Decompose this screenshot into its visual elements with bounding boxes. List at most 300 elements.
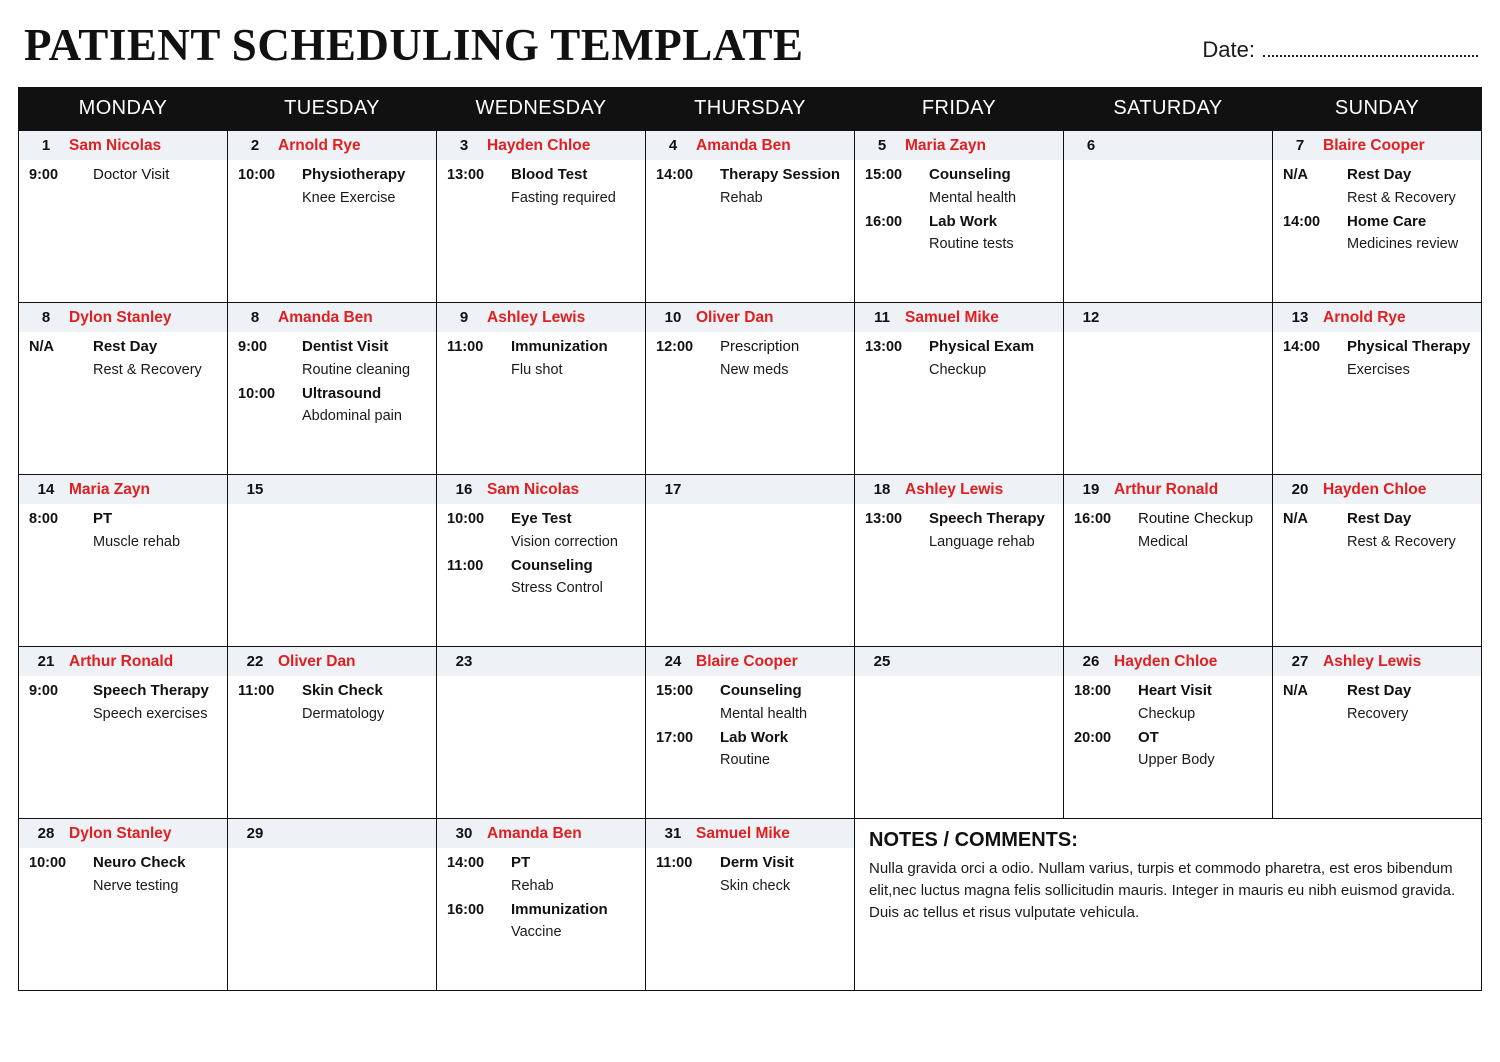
day-cell[interactable]: [19, 819, 228, 991]
appointment-entry[interactable]: [855, 160, 1063, 207]
day-number-row: [1273, 131, 1481, 160]
day-number-row: [228, 303, 436, 332]
day-number: 12: [1082, 309, 1100, 327]
day-number: 21: [37, 653, 55, 671]
appointment-service: Doctor Visit: [93, 166, 170, 184]
day-number-row: [437, 647, 645, 676]
appointment-service: Rest Day: [93, 338, 158, 356]
day-cell-inner: [855, 475, 1063, 557]
patient-name: Oliver Dan: [278, 652, 356, 670]
appointment-service: Immunization: [511, 338, 608, 356]
appointment-note: Vaccine: [511, 924, 562, 941]
appointment-body: [1343, 213, 1473, 254]
day-cell[interactable]: [19, 303, 228, 475]
day-cell-inner: [1273, 475, 1481, 557]
appointment-body: [1134, 682, 1264, 723]
day-number: 8: [41, 309, 51, 327]
day-cell-inner: [1064, 647, 1272, 775]
day-number-row: [1064, 475, 1272, 504]
day-cell[interactable]: [437, 647, 646, 819]
day-number-row: [646, 131, 854, 160]
patient-name: Hayden Chloe: [487, 136, 591, 154]
appointment-note: Upper Body: [1138, 752, 1215, 769]
appointment-entry[interactable]: [1273, 160, 1481, 207]
appointment-entry[interactable]: [1064, 723, 1272, 770]
appointment-entry[interactable]: [646, 723, 854, 770]
appointment-entry[interactable]: [437, 332, 645, 379]
day-cell[interactable]: [437, 819, 646, 991]
appointment-entry[interactable]: [1273, 332, 1481, 379]
day-cell[interactable]: [855, 131, 1064, 303]
appointment-note: Medicines review: [1347, 236, 1459, 253]
appointment-entry[interactable]: [437, 848, 645, 895]
appointment-entry[interactable]: [1064, 504, 1272, 551]
appointment-note: Checkup: [1138, 705, 1196, 722]
day-number: 30: [455, 825, 473, 843]
day-cell[interactable]: [646, 647, 855, 819]
appointment-time: 17:00: [656, 729, 694, 746]
appointment-note: Rest & Recovery: [1347, 189, 1456, 206]
appointment-time: N/A: [1283, 167, 1308, 184]
appointment-service: Lab Work: [720, 728, 789, 746]
patient-name: Ashley Lewis: [905, 480, 1004, 498]
appointment-entry[interactable]: [855, 332, 1063, 379]
appointment-service: Lab Work: [929, 212, 998, 230]
patient-name: Ashley Lewis: [1323, 652, 1422, 670]
patient-name: Sam Nicolas: [69, 136, 162, 154]
appointment-entry[interactable]: [19, 332, 227, 379]
day-number: 1: [41, 137, 51, 155]
day-cell[interactable]: [228, 303, 437, 475]
appointment-time: 8:00: [29, 511, 59, 528]
appointment-body: [507, 901, 637, 942]
day-number-row: [19, 647, 227, 676]
appointment-entry[interactable]: [1273, 207, 1481, 254]
appointment-time: 16:00: [447, 901, 485, 918]
day-cell-inner: [855, 303, 1063, 385]
appointment-note: Fasting required: [511, 189, 616, 206]
notes-title: NOTES / COMMENTS:: [869, 829, 1078, 852]
day-number: 28: [37, 825, 55, 843]
day-number: 4: [668, 137, 678, 155]
day-cell-inner: [19, 303, 227, 385]
day-cell-inner: [1064, 131, 1272, 166]
day-number-row: [19, 475, 227, 504]
day-cell-inner: [228, 131, 436, 213]
appointment-note: Skin check: [720, 877, 791, 894]
day-cell-inner: [19, 475, 227, 557]
appointment-time: 11:00: [447, 339, 484, 356]
appointment-service: Derm Visit: [720, 854, 794, 872]
notes-text: Nulla gravida orci a odio. Nullam varius, turpis et commodo pharetra, est eros bibendum elit,nec luctus magna felis sollicitudin mauris. Integer in mauris eu nibh euismod gravida. Duis ac tellus et risus vulputate vehicula.: [869, 860, 1456, 921]
appointment-note: Routine tests: [929, 236, 1014, 253]
appointment-time: 13:00: [447, 167, 485, 184]
weekday-header-row: [19, 88, 1482, 131]
day-cell[interactable]: [19, 647, 228, 819]
day-cell[interactable]: [1064, 475, 1273, 647]
patient-name: Maria Zayn: [69, 480, 150, 498]
appointment-service: PT: [511, 854, 531, 872]
day-cell[interactable]: [855, 303, 1064, 475]
day-cell-inner: [646, 131, 854, 213]
calendar-week-row: [19, 303, 1482, 475]
day-cell-inner: [855, 647, 1063, 682]
day-number-row: [1064, 647, 1272, 676]
day-number-row: [19, 819, 227, 848]
calendar-week-row: [19, 819, 1482, 991]
weekday-header-monday: MONDAY: [19, 88, 228, 131]
day-cell[interactable]: [437, 131, 646, 303]
day-number: 16: [455, 481, 473, 499]
appointment-body: [298, 338, 428, 379]
day-cell-inner: [437, 819, 645, 947]
patient-name: Dylon Stanley: [69, 824, 172, 842]
day-number-row: [646, 303, 854, 332]
patient-name: Dylon Stanley: [69, 308, 172, 326]
day-number: 27: [1291, 653, 1309, 671]
appointment-note: New meds: [720, 361, 789, 378]
appointment-body: [1343, 166, 1473, 207]
calendar-table: [18, 87, 1482, 991]
appointment-note: Medical: [1138, 533, 1188, 550]
appointment-entry[interactable]: [19, 848, 227, 895]
appointment-entry[interactable]: [646, 332, 854, 379]
day-number-row: [19, 303, 227, 332]
day-number-row: [19, 131, 227, 160]
appointment-service: PT: [93, 510, 113, 528]
appointment-note: Rest & Recovery: [93, 361, 202, 378]
appointment-note: Exercises: [1347, 361, 1410, 378]
appointment-note: Stress Control: [511, 580, 603, 597]
appointment-service: Skin Check: [302, 682, 383, 700]
appointment-note: Abdominal pain: [302, 408, 402, 425]
appointment-time: 15:00: [865, 167, 903, 184]
day-cell[interactable]: [437, 303, 646, 475]
appointment-body: [507, 166, 637, 207]
appointment-entry[interactable]: [646, 160, 854, 207]
appointment-body: [925, 510, 1055, 551]
day-number-row: [228, 819, 436, 848]
appointment-service: Physical Therapy: [1347, 338, 1471, 356]
day-number: 8: [250, 309, 260, 327]
day-cell-inner: [228, 819, 436, 854]
day-cell[interactable]: [19, 131, 228, 303]
day-cell-inner: [437, 475, 645, 603]
day-cell[interactable]: [1064, 647, 1273, 819]
calendar-week-row: [19, 131, 1482, 303]
appointment-service: Ultrasound: [302, 384, 382, 402]
day-number: 29: [246, 825, 264, 843]
day-cell-inner: [1273, 303, 1481, 385]
appointment-time: 16:00: [1074, 511, 1112, 528]
day-number-row: [855, 647, 1063, 676]
appointment-body: [298, 385, 428, 426]
day-number-row: [437, 819, 645, 848]
appointment-body: [716, 682, 846, 723]
appointment-body: [716, 729, 846, 770]
appointment-service: Therapy Session: [720, 166, 841, 184]
day-number: 13: [1291, 309, 1309, 327]
appointment-time: N/A: [29, 339, 54, 356]
appointment-service: Counseling: [720, 682, 802, 700]
appointment-note: Mental health: [720, 705, 808, 722]
day-cell[interactable]: [228, 131, 437, 303]
notes-comments-cell[interactable]: [855, 819, 1482, 991]
day-number-row: [855, 131, 1063, 160]
appointment-note: Speech exercises: [93, 705, 208, 722]
weekday-header-sunday: SUNDAY: [1273, 88, 1482, 131]
patient-name: Arnold Rye: [278, 136, 361, 154]
day-number: 9: [459, 309, 469, 327]
day-cell[interactable]: [646, 303, 855, 475]
day-cell[interactable]: [646, 819, 855, 991]
day-cell[interactable]: [1064, 303, 1273, 475]
appointment-service: Routine Checkup: [1138, 510, 1254, 528]
date-input-line[interactable]: [1263, 43, 1478, 57]
day-cell[interactable]: [855, 647, 1064, 819]
appointment-note: Vision correction: [511, 533, 618, 550]
day-cell-inner: [1273, 131, 1481, 259]
appointment-time: 18:00: [1074, 683, 1112, 700]
appointment-service: Neuro Check: [93, 854, 186, 872]
appointment-entry[interactable]: [228, 676, 436, 723]
appointment-service: Physical Exam: [929, 338, 1035, 356]
appointment-note: Rehab: [720, 189, 763, 206]
appointment-body: [507, 557, 637, 598]
appointment-entry[interactable]: [1064, 676, 1272, 723]
day-number-row: [1064, 303, 1272, 332]
day-number-row: [228, 647, 436, 676]
patient-name: Arnold Rye: [1323, 308, 1406, 326]
day-number-row: [437, 131, 645, 160]
appointment-body: [507, 510, 637, 551]
patient-name: Blaire Cooper: [1323, 136, 1425, 154]
appointment-entry[interactable]: [19, 504, 227, 551]
day-cell[interactable]: [228, 819, 437, 991]
appointment-time: 10:00: [238, 167, 276, 184]
appointment-body: [89, 166, 219, 183]
appointment-body: [1343, 338, 1473, 379]
appointment-entry[interactable]: [437, 895, 645, 942]
date-label: Date:: [1202, 37, 1255, 63]
appointment-time: 13:00: [865, 339, 903, 356]
day-cell[interactable]: [646, 475, 855, 647]
appointment-time: 10:00: [447, 511, 485, 528]
appointment-entry[interactable]: [1273, 676, 1481, 723]
appointment-time: 10:00: [238, 385, 276, 402]
day-cell-inner: [19, 819, 227, 901]
appointment-body: [716, 166, 846, 207]
day-number-row: [646, 475, 854, 504]
day-cell-inner: [646, 647, 854, 775]
day-cell[interactable]: [1273, 475, 1482, 647]
page-header: [18, 22, 1482, 69]
day-number: 6: [1086, 137, 1096, 155]
appointment-note: Routine: [720, 752, 770, 769]
patient-name: Oliver Dan: [696, 308, 774, 326]
appointment-body: [298, 682, 428, 723]
appointment-body: [89, 682, 219, 723]
day-cell[interactable]: [19, 475, 228, 647]
appointment-body: [925, 166, 1055, 207]
day-number-row: [1064, 131, 1272, 160]
calendar-week-row: [19, 475, 1482, 647]
day-cell[interactable]: [1064, 131, 1273, 303]
appointment-note: Muscle rehab: [93, 533, 181, 550]
appointment-entry[interactable]: [437, 551, 645, 598]
patient-name: Maria Zayn: [905, 136, 986, 154]
day-number-row: [1273, 475, 1481, 504]
day-number: 14: [37, 481, 55, 499]
weekday-header-saturday: SATURDAY: [1064, 88, 1273, 131]
appointment-note: Routine cleaning: [302, 361, 411, 378]
appointment-body: [1343, 682, 1473, 723]
appointment-note: Nerve testing: [93, 877, 179, 894]
day-cell[interactable]: [1273, 131, 1482, 303]
day-number: 2: [250, 137, 260, 155]
appointment-body: [89, 510, 219, 551]
appointment-entry[interactable]: [855, 504, 1063, 551]
appointment-body: [925, 213, 1055, 254]
appointment-entry[interactable]: [1273, 504, 1481, 551]
appointment-time: 14:00: [1283, 213, 1321, 230]
day-cell-inner: [228, 647, 436, 729]
appointment-service: Rest Day: [1347, 166, 1412, 184]
appointment-body: [716, 854, 846, 895]
patient-name: Hayden Chloe: [1323, 480, 1427, 498]
appointment-time: 15:00: [656, 683, 694, 700]
day-number: 7: [1295, 137, 1305, 155]
day-cell-inner: [437, 131, 645, 213]
calendar-body: [19, 131, 1482, 991]
weekday-header-tuesday: TUESDAY: [228, 88, 437, 131]
appointment-body: [1343, 510, 1473, 551]
appointment-entry[interactable]: [19, 160, 227, 183]
day-number: 19: [1082, 481, 1100, 499]
day-number-row: [646, 647, 854, 676]
appointment-entry[interactable]: [855, 207, 1063, 254]
day-number-row: [437, 475, 645, 504]
appointment-entry[interactable]: [646, 676, 854, 723]
appointment-note: Recovery: [1347, 705, 1409, 722]
day-cell[interactable]: [437, 475, 646, 647]
appointment-note: Dermatology: [302, 705, 385, 722]
day-number-row: [1273, 647, 1481, 676]
appointment-entry[interactable]: [646, 848, 854, 895]
day-cell-inner: [228, 475, 436, 510]
appointment-note: Language rehab: [929, 533, 1035, 550]
day-cell-inner: [1273, 647, 1481, 729]
appointment-body: [507, 338, 637, 379]
day-cell-inner: [437, 647, 645, 682]
day-number: 10: [664, 309, 682, 327]
patient-name: Samuel Mike: [905, 308, 999, 326]
appointment-note: Checkup: [929, 361, 987, 378]
appointment-service: Rest Day: [1347, 682, 1412, 700]
appointment-body: [1134, 729, 1264, 770]
appointment-note: Rest & Recovery: [1347, 533, 1456, 550]
appointment-entry[interactable]: [437, 504, 645, 551]
appointment-time: 9:00: [238, 339, 268, 356]
appointment-time: 14:00: [447, 855, 485, 872]
day-number-row: [228, 131, 436, 160]
appointment-body: [716, 338, 846, 379]
appointment-time: N/A: [1283, 511, 1308, 528]
day-cell[interactable]: [228, 475, 437, 647]
appointment-entry[interactable]: [228, 332, 436, 379]
appointment-body: [89, 338, 219, 379]
day-cell-inner: [646, 475, 854, 510]
appointment-service: Eye Test: [511, 510, 572, 528]
appointment-time: 11:00: [656, 855, 693, 872]
appointment-entry[interactable]: [437, 160, 645, 207]
day-number-row: [437, 303, 645, 332]
day-number: 11: [874, 309, 890, 327]
day-number: 25: [873, 653, 891, 671]
patient-name: Blaire Cooper: [696, 652, 798, 670]
day-number: 17: [664, 481, 682, 499]
day-number-row: [855, 475, 1063, 504]
appointment-entry[interactable]: [228, 160, 436, 207]
appointment-service: Counseling: [511, 556, 593, 574]
day-cell-inner: [646, 819, 854, 901]
appointment-service: Speech Therapy: [929, 510, 1045, 528]
day-number-row: [646, 819, 854, 848]
appointment-time: 16:00: [865, 213, 903, 230]
day-cell[interactable]: [855, 475, 1064, 647]
patient-name: Samuel Mike: [696, 824, 790, 842]
day-cell-inner: [437, 303, 645, 385]
appointment-service: Prescription: [720, 338, 800, 356]
patient-name: Amanda Ben: [696, 136, 791, 154]
day-number: 22: [246, 653, 264, 671]
appointment-service: Rest Day: [1347, 510, 1412, 528]
day-cell[interactable]: [228, 647, 437, 819]
calendar-week-row: [19, 647, 1482, 819]
appointment-time: 14:00: [1283, 339, 1321, 356]
day-number: 15: [246, 481, 264, 499]
appointment-note: Mental health: [929, 189, 1017, 206]
appointment-note: Knee Exercise: [302, 189, 396, 206]
appointment-body: [507, 854, 637, 895]
appointment-entry[interactable]: [228, 379, 436, 426]
appointment-time: 9:00: [29, 167, 59, 184]
appointment-time: 9:00: [29, 683, 59, 700]
day-cell[interactable]: [1273, 647, 1482, 819]
appointment-note: Rehab: [511, 877, 554, 894]
appointment-note: Flu shot: [511, 361, 563, 378]
day-cell-inner: [19, 647, 227, 729]
day-cell[interactable]: [646, 131, 855, 303]
day-number: 5: [877, 137, 887, 155]
day-number: 23: [455, 653, 473, 671]
appointment-service: Home Care: [1347, 212, 1427, 230]
day-number: 24: [664, 653, 682, 671]
day-number: 31: [664, 825, 682, 843]
patient-name: Amanda Ben: [278, 308, 373, 326]
day-cell[interactable]: [1273, 303, 1482, 475]
weekday-header-friday: FRIDAY: [855, 88, 1064, 131]
appointment-time: 11:00: [238, 683, 275, 700]
patient-name: Sam Nicolas: [487, 480, 580, 498]
day-number: 18: [873, 481, 891, 499]
day-number: 3: [459, 137, 469, 155]
patient-name: Ashley Lewis: [487, 308, 586, 326]
appointment-body: [1134, 510, 1264, 551]
day-cell-inner: [1064, 475, 1272, 557]
appointment-service: Immunization: [511, 900, 608, 918]
appointment-entry[interactable]: [19, 676, 227, 723]
